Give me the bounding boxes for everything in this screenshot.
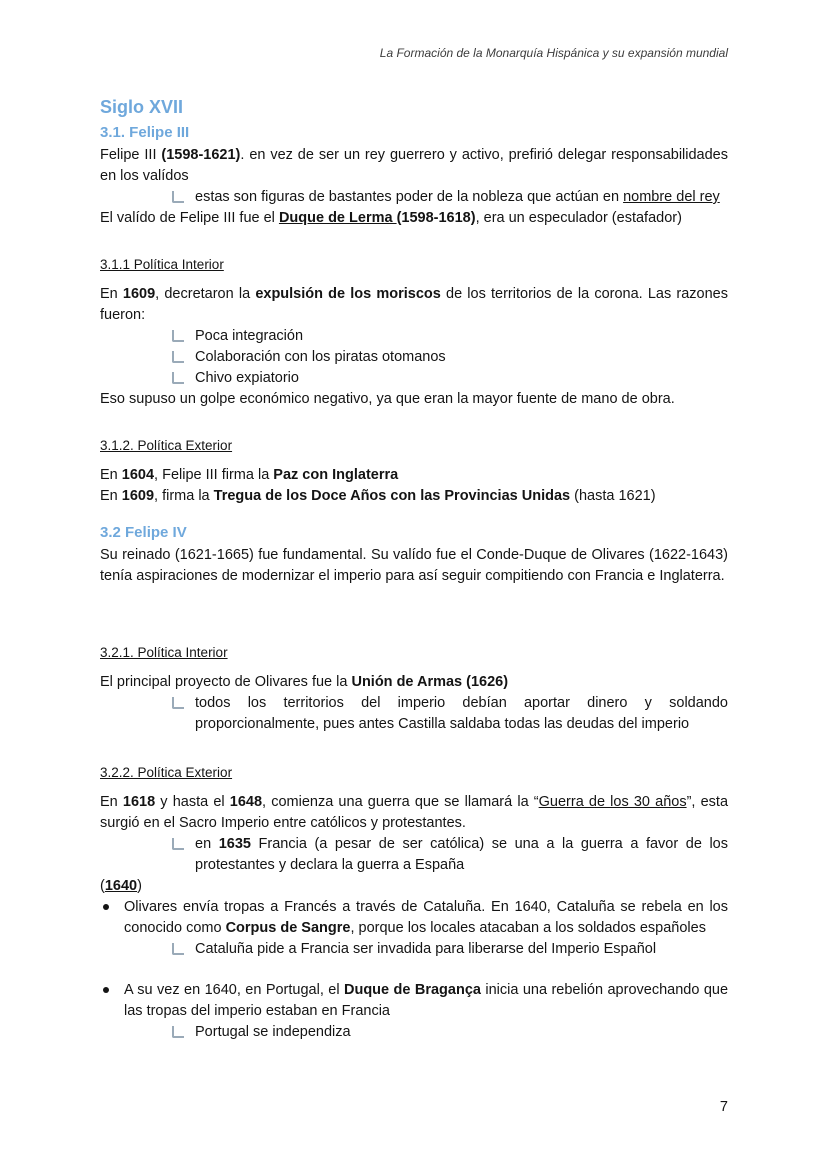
text-run: expulsión de los moriscos (255, 286, 441, 302)
text-run: Corpus de Sangre (225, 920, 351, 936)
indented-note (100, 368, 728, 389)
running-header: La Formación de la Monarquía Hispánica y su expansión mundial (379, 46, 728, 60)
text-run: Tregua de los Doce Años con las Provincias Unidas (213, 488, 571, 504)
text-run: estas son figuras de bastantes poder de la nobleza que actúan en (195, 189, 624, 205)
text-run: 3.2 Felipe IV (100, 524, 187, 541)
text-run: En (100, 467, 122, 483)
bullet-item (100, 897, 728, 939)
spacer (100, 735, 728, 763)
paragraph (100, 284, 728, 326)
indented-note (100, 1022, 728, 1043)
list-item-text (124, 897, 728, 939)
text-run: , comienza una guerra que se llamará la “ (262, 794, 539, 810)
text-run: 3.2.2. Política Exterior (100, 765, 233, 780)
doc-title (100, 96, 728, 118)
indented-note (100, 939, 728, 960)
indented-note (100, 326, 728, 347)
text-run: 1648 (229, 794, 263, 810)
text-run: nombre del rey (623, 189, 720, 205)
list-item-text (195, 834, 728, 876)
text-run: Guerra de los 30 años (538, 794, 687, 810)
text-run: Chivo expiatorio (195, 370, 299, 386)
indented-note (100, 693, 728, 735)
text-run: Duque de Bragança (344, 982, 481, 998)
text-run: Duque de Lerma (278, 210, 397, 226)
text-run: El valído de Felipe III fue el (100, 210, 279, 226)
text-run: 3.1.1 Política Interior (100, 257, 224, 272)
elbow-arrow-icon (172, 191, 184, 203)
elbow-arrow-icon (172, 697, 184, 709)
text-run: En (100, 488, 122, 504)
text-run: (1598-1621) (161, 147, 241, 163)
indented-note (100, 834, 728, 876)
text-run: , era un especulador (estafador) (475, 210, 682, 226)
text-run: 1618 (122, 794, 156, 810)
text-run: A su vez en 1640, en Portugal, el (124, 982, 344, 998)
text-run: Paz con Inglaterra (273, 467, 399, 483)
paragraph (100, 389, 728, 410)
text-run: 3.1.2. Política Exterior (100, 438, 233, 453)
spacer (100, 587, 728, 643)
text-run: de los territorios de la corona. Las razones fueron: (100, 286, 728, 323)
section-heading (100, 123, 728, 143)
text-run: en (195, 836, 219, 852)
text-run: . en vez de ser un rey guerrero y activo, prefirió delegar responsabilidades en los valídos (100, 147, 728, 184)
text-run: Cataluña pide a Francia ser invadida para liberarse del Imperio Español (195, 941, 657, 957)
text-run: 1609 (122, 286, 156, 302)
section-heading (100, 523, 728, 543)
indented-note (100, 347, 728, 368)
text-run: 1609 (121, 488, 155, 504)
text-run: Francia (a pesar de ser católica) se una a la guerra a favor de los protestantes y declara la guerra a España (195, 836, 728, 873)
text-run: Eso supuso un golpe económico negativo, ya que eran la mayor fuente de mano de obra. (100, 391, 675, 407)
elbow-arrow-icon (172, 351, 184, 363)
text-run: , Felipe III firma la (154, 467, 274, 483)
bullet-icon (100, 980, 124, 1022)
text-run: Felipe III (100, 147, 162, 163)
text-run: 3.1. Felipe III (100, 124, 190, 141)
list-item-text (195, 693, 728, 735)
subsection-heading (100, 255, 728, 274)
paragraph (100, 876, 728, 897)
text-run: ”, esta surgió en el Sacro Imperio entre católicos y protestantes. (100, 794, 729, 831)
text-run: En (100, 794, 123, 810)
list-item-text (124, 980, 728, 1022)
paragraph (100, 672, 728, 693)
paragraph (100, 486, 728, 507)
paragraph (100, 208, 728, 229)
bullet-icon (100, 897, 124, 939)
text-run: Poca integración (195, 328, 304, 344)
text-run: , porque los locales atacaban a los soldados españoles (350, 920, 706, 936)
text-run: y hasta el (155, 794, 230, 810)
text-run: , decretaron la (155, 286, 256, 302)
text-run: Portugal se independiza (195, 1024, 351, 1040)
text-run: Su reinado (1621-1665) fue fundamental. Su valído fue el Conde-Duque de Olivares (1622-1643) tenía aspiraciones de modernizar el imperio para así seguir compitiendo con Francia e Inglaterra. (100, 547, 728, 584)
list-item-text (195, 1022, 728, 1043)
page-number: 7 (719, 1099, 728, 1115)
list-item-text (195, 326, 728, 347)
text-run: Olivares envía tropas a Francés a través de Cataluña. En 1640, Cataluña se rebela en los conocido como (124, 899, 728, 936)
text-run: 1635 (218, 836, 251, 852)
list-item-text (195, 347, 728, 368)
list-item-text (195, 187, 728, 208)
elbow-arrow-icon (172, 330, 184, 342)
paragraph (100, 465, 728, 486)
text-run: (hasta 1621) (570, 488, 656, 504)
spacer (100, 960, 728, 980)
spacer (100, 229, 728, 255)
text-run: Unión de Armas (1626) (351, 674, 509, 690)
text-run: El principal proyecto de Olivares fue la (100, 674, 352, 690)
spacer (100, 410, 728, 436)
elbow-arrow-icon (172, 838, 184, 850)
text-run: Colaboración con los piratas otomanos (195, 349, 446, 365)
elbow-arrow-icon (172, 1026, 184, 1038)
text-run: ( (100, 878, 105, 894)
list-item-text (195, 939, 728, 960)
list-item-text (195, 368, 728, 389)
subsection-heading (100, 763, 728, 782)
elbow-arrow-icon (172, 372, 184, 384)
text-run: 1640 (104, 878, 138, 894)
text-run: 3.2.1. Política Interior (100, 645, 228, 660)
spacer (100, 507, 728, 523)
text-run: , firma la (154, 488, 214, 504)
text-run: (1598-1618) (396, 210, 476, 226)
subsection-heading (100, 643, 728, 662)
text-run: inicia una rebelión aprovechando que las tropas del imperio estaban en Francia (124, 982, 729, 1019)
doc-content (100, 96, 728, 1043)
text-run: Siglo XVII (100, 97, 184, 117)
subsection-heading (100, 436, 728, 455)
text-run: En (100, 286, 123, 302)
text-run: todos los territorios del imperio debían aportar dinero y soldando proporcionalmente, pues antes Castilla saldaba todas las deudas del imperio (195, 695, 728, 732)
paragraph (100, 545, 728, 587)
text-run: ) (137, 878, 142, 894)
elbow-arrow-icon (172, 943, 184, 955)
text-run: 1604 (121, 467, 155, 483)
bullet-item (100, 980, 728, 1022)
paragraph (100, 145, 728, 187)
paragraph (100, 792, 728, 834)
indented-note (100, 187, 728, 208)
